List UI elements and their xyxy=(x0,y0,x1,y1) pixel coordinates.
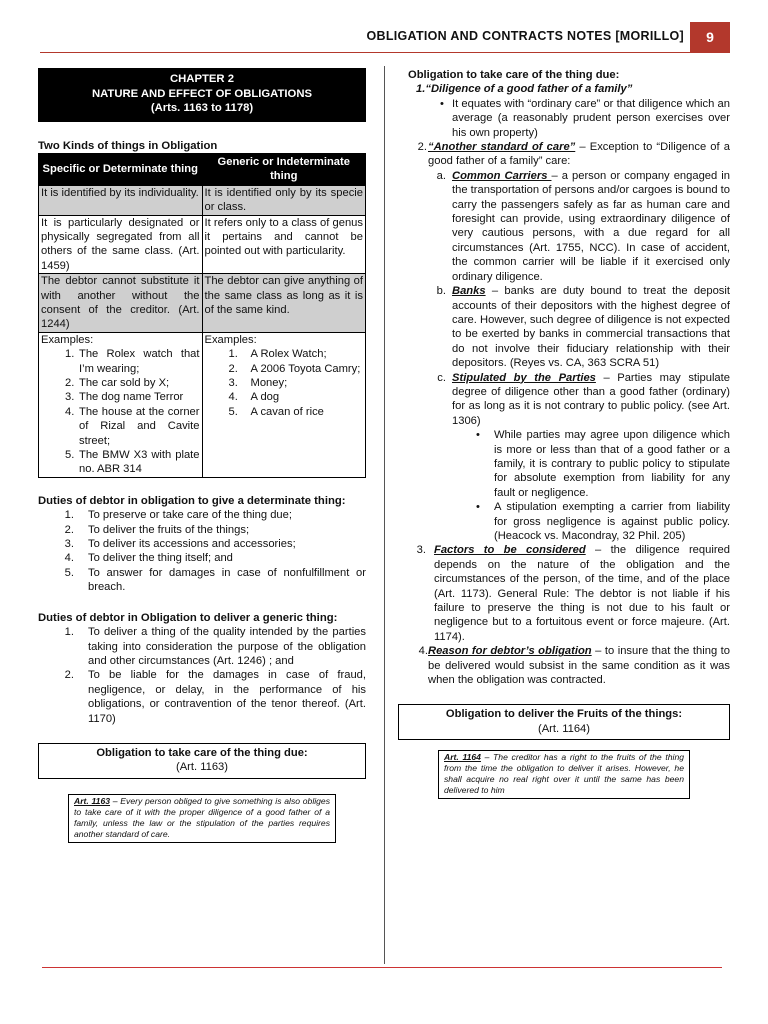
list-item: 5. To answer for damages in case of nonfulfillment or breach. xyxy=(64,566,366,594)
list-item: 2. A 2006 Toyota Camry; xyxy=(228,362,361,375)
box-article: (Art. 1163) xyxy=(175,761,229,774)
point-2b: b. Banks – banks are duty bound to treat the deposit accounts of their depositors with the highest degree of care. However, such degree of diligence is not expected to be exerted by banks in commercial transactions that do not involve their fiduciary relationship with their depositors. (Reyes vs. CA, 363 SCRA 51) xyxy=(436,285,730,370)
kinds-title: Two Kinds of things in Obligation xyxy=(38,139,218,152)
box-title: Obligation to deliver the Fruits of the things: xyxy=(445,708,683,721)
list-item: 2. To deliver the fruits of the things; xyxy=(64,523,250,536)
list-item: 5. The BMW X3 with plate no. ABR 314 xyxy=(65,449,200,476)
point-2-heading: “Another standard of care” xyxy=(428,141,576,154)
box-article: (Art. 1164) xyxy=(537,722,591,735)
point-3: 3. Factors to be considered – the diligence required depends on the nature of the obligation and the circumstances of the person, of the time, and of the place (Art. 1173). General Rule: The debtor is not liable if his failure to preserve the thing is not due to his fault or negligence but to a fortuitous event or force majeure. (Art. 1174). xyxy=(416,544,730,643)
point-2c: c. Stipulated by the Parties – Parties may stipulate degree of diligence other than a good father (ordinary) for as long as it is not contrary to public policy. (see Art. 1306) xyxy=(437,371,730,427)
article-number: Art. 1164 xyxy=(444,752,481,763)
examples-cell-specific xyxy=(39,332,203,477)
table-cell: The debtor cannot substitute it with another without the consent of the creditor. (Art. 1244) xyxy=(39,274,203,333)
header-rule xyxy=(40,52,730,53)
list-item: 2. The car sold by X; xyxy=(65,377,170,389)
table-header-row xyxy=(39,153,366,185)
duties-determinate-list xyxy=(38,508,366,594)
kinds-table xyxy=(38,153,366,478)
list-item: 1. The Rolex watch that I’m wearing; xyxy=(65,348,200,375)
chapter-number: CHAPTER 2 xyxy=(169,73,235,85)
page-number: 9 xyxy=(690,22,730,52)
table-cell: It refers only to a class of genus it pertains and cannot be pointed out with particularity. xyxy=(202,215,366,274)
examples-label: Examples: xyxy=(41,333,94,346)
common-carriers-heading: Common Carriers xyxy=(452,169,552,182)
list-item: 4. To deliver the thing itself; and xyxy=(64,552,233,565)
list-item: 2. To be liable for the damages in case of fraud, negligence, or delay, in the performance of his obligations, or contravention of the tenor thereof. (Art. 1170) xyxy=(64,669,366,725)
list-item: 1. A Rolex Watch; xyxy=(228,348,327,361)
fruits-obligation-box xyxy=(398,704,730,740)
duties-generic-list xyxy=(38,625,366,726)
table-cell: It is identified by its individuality. xyxy=(39,185,203,215)
article-1164-quote xyxy=(438,750,690,799)
point-2c-bullet: • While parties may agree upon diligence which is more or less than that of a good father or a family, it is contrary to public policy to stipulate for absolute exemption from liability for any fault or negligence. xyxy=(476,429,730,499)
list-item: 1. To deliver a thing of the quality intended by the parties taking into consideration the purpose of the obligation and other circumstances (Art. 1246) ; and xyxy=(64,626,366,667)
care-section-title: Obligation to take care of the thing due: xyxy=(408,69,620,81)
box-title: Obligation to take care of the thing due: xyxy=(96,746,308,759)
list-item: 3. To deliver its accessions and accessories; xyxy=(64,538,296,551)
list-item: 5. A cavan of rice xyxy=(228,405,324,418)
right-column xyxy=(398,68,730,799)
chapter-articles: (Arts. 1163 to 1178) xyxy=(150,102,254,114)
reason-heading: Reason for debtor’s obligation xyxy=(428,645,592,658)
table-cell: It is identified only by its specie or class. xyxy=(202,185,366,215)
article-number: Art. 1163 xyxy=(74,795,111,806)
examples-list-generic xyxy=(205,347,364,419)
examples-label: Examples: xyxy=(204,333,257,346)
point-2: 2. “Another standard of care” – Exception to “Diligence of a good father of a family” care: xyxy=(417,141,730,168)
column-divider xyxy=(384,66,385,964)
article-1163-quote xyxy=(68,794,336,843)
list-item: 4. A dog xyxy=(228,391,280,404)
examples-cell-generic xyxy=(202,332,366,477)
banks-heading: Banks xyxy=(452,285,486,298)
factors-heading: Factors to be considered xyxy=(434,544,586,557)
list-item: 4. The house at the corner of Rizal and Cavite street; xyxy=(65,405,200,447)
table-row xyxy=(39,185,366,215)
page-header xyxy=(0,22,768,54)
table-header: Specific or Determinate thing xyxy=(39,153,203,185)
chapter-title: NATURE AND EFFECT OF OBLIGATIONS xyxy=(91,87,313,100)
table-row-examples xyxy=(39,332,366,477)
header-title: OBLIGATION AND CONTRACTS NOTES [MORILLO] xyxy=(366,29,684,43)
point-2c-bullet: • A stipulation exempting a carrier from liability for gross negligence is against public policy. (Heacock vs. Macondray, 32 Phil. 205) xyxy=(476,501,730,542)
point-4: 4. Reason for debtor’s obligation – to insure that the thing to be delivered would subsist in the same condition as it was when the obligation was contracted. xyxy=(418,645,731,687)
table-cell: The debtor can give anything of the same class as long as it is of the same kind. xyxy=(202,274,366,333)
table-row xyxy=(39,274,366,333)
table-cell: It is particularly designated or physically segregated from all others of the same class. (Art. 1459) xyxy=(39,215,203,274)
list-item: 1. To preserve or take care of the thing due; xyxy=(64,509,292,522)
point-1-bullet: • It equates with “ordinary care” or that diligence which an average (a reasonably prudent person exercises over his own property) xyxy=(440,97,730,139)
article-text: – The creditor has a right to the fruits of the thing from the time the obligation to deliver it arises. However, he shall acquire no real right over it until the same has been delivered to him xyxy=(444,752,685,796)
point-2a: a. Common Carriers – a person or company engaged in the transportation of persons and/or cargoes is bound to carry the passengers safely as far as human care and foresight can provide, using extraordinary diligence of very cautious persons, with a due regard for all circumstances (Art. 1755, NCC). In case of accident, the common carrier will be liable if it exercised only ordinary diligence. xyxy=(436,169,731,283)
table-header: Generic or Indeterminate thing xyxy=(202,153,366,185)
chapter-heading xyxy=(38,68,366,122)
duties-generic-title: Duties of debtor in Obligation to deliver a generic thing: xyxy=(38,611,338,624)
article-text: – Every person obliged to give something is also obliges to take care of it with the proper diligence of a good father of a family, unless the law or the stipulation of the parties requires another standard of care. xyxy=(74,795,330,839)
duties-determinate-title: Duties of debtor in obligation to give a determinate thing: xyxy=(38,494,346,507)
care-obligation-box xyxy=(38,743,366,779)
footer-rule xyxy=(42,967,722,968)
table-row xyxy=(39,215,366,274)
point-1: 1.“Diligence of a good father of a family” xyxy=(416,83,633,96)
left-column xyxy=(38,68,366,843)
point-1-heading: “Diligence of a good father of a family” xyxy=(425,83,633,96)
stipulated-heading: Stipulated by the Parties xyxy=(452,371,596,384)
list-item: 3. The dog name Terror xyxy=(65,391,184,404)
list-item: 3. Money; xyxy=(228,377,288,389)
examples-list-specific xyxy=(41,347,200,477)
